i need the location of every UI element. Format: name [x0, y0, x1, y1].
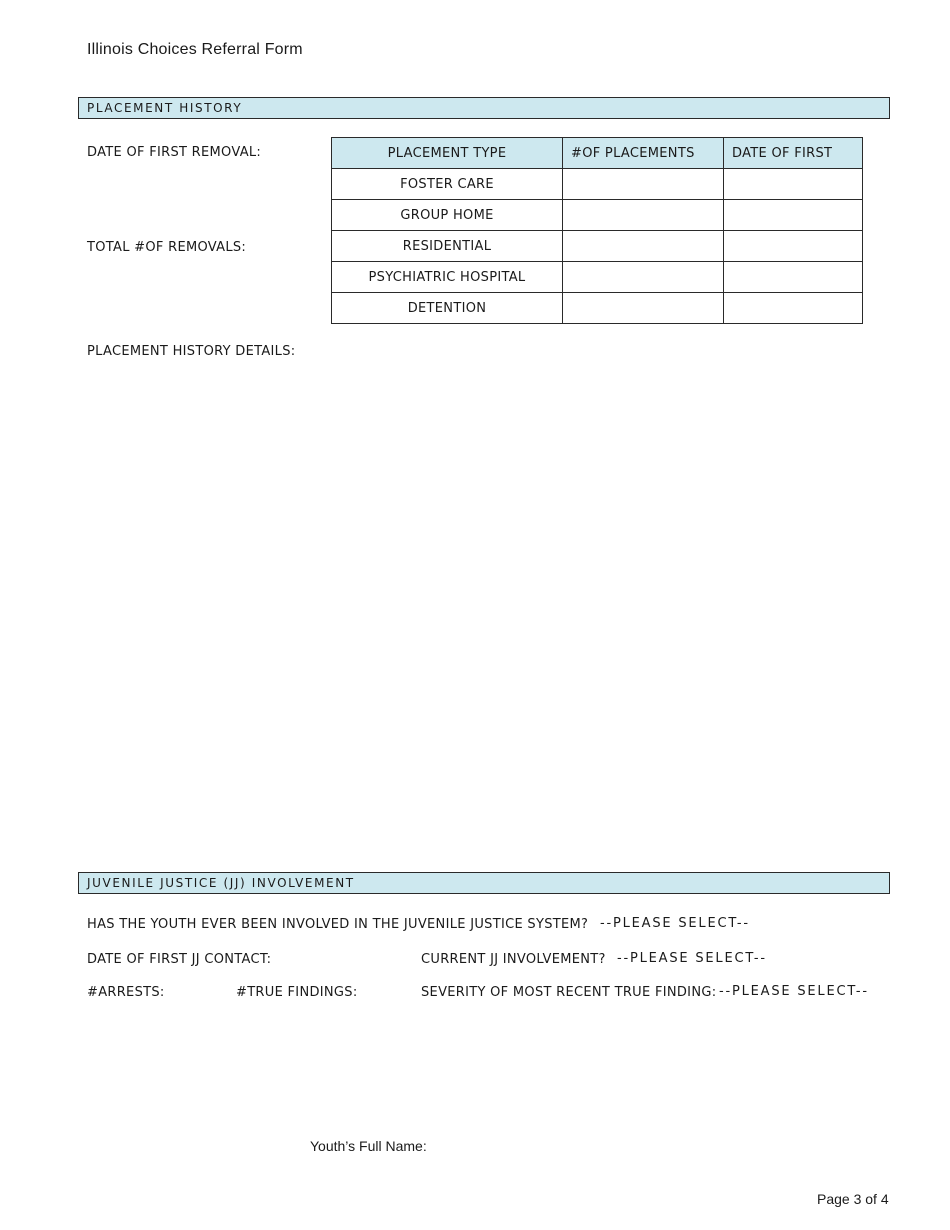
date-first-removal-label: DATE OF FIRST REMOVAL:: [87, 145, 262, 160]
placement-type-cell: GROUP HOME: [332, 200, 563, 231]
placement-type-cell: FOSTER CARE: [332, 169, 563, 200]
jj-involved-label: HAS THE YOUTH EVER BEEN INVOLVED IN THE JUVENILE JUSTICE SYSTEM?: [87, 917, 589, 932]
table-header-row: [332, 138, 863, 169]
date-of-first-field[interactable]: [724, 231, 863, 262]
num-placements-field[interactable]: [563, 293, 724, 324]
total-removals-label: TOTAL #OF REMOVALS:: [87, 240, 247, 255]
table-row: [332, 200, 863, 231]
table-row: [332, 169, 863, 200]
placement-type-cell: RESIDENTIAL: [332, 231, 563, 262]
num-placements-field[interactable]: [563, 231, 724, 262]
column-header-date-of-first: DATE OF FIRST: [724, 138, 863, 169]
true-findings-label: #TRUE FINDINGS:: [236, 985, 358, 1000]
arrests-label: #ARRESTS:: [87, 985, 165, 1000]
num-placements-field[interactable]: [563, 169, 724, 200]
num-placements-field[interactable]: [563, 200, 724, 231]
placement-type-cell: DETENTION: [332, 293, 563, 324]
youth-full-name-label: Youth’s Full Name:: [310, 1138, 427, 1154]
placement-history-details-label: PLACEMENT HISTORY DETAILS:: [87, 344, 296, 359]
date-of-first-field[interactable]: [724, 200, 863, 231]
current-jj-involvement-label: CURRENT JJ INVOLVEMENT?: [421, 952, 606, 967]
severity-select[interactable]: --PLEASE SELECT--: [719, 984, 869, 999]
placement-table: [331, 137, 863, 324]
date-of-first-field[interactable]: [724, 169, 863, 200]
date-first-jj-contact-label: DATE OF FIRST JJ CONTACT:: [87, 952, 272, 967]
document-title: Illinois Choices Referral Form: [87, 41, 303, 58]
table-row: [332, 231, 863, 262]
current-jj-involvement-select[interactable]: --PLEASE SELECT--: [617, 951, 767, 966]
date-of-first-field[interactable]: [724, 293, 863, 324]
table-row: [332, 262, 863, 293]
placement-type-cell: PSYCHIATRIC HOSPITAL: [332, 262, 563, 293]
date-of-first-field[interactable]: [724, 262, 863, 293]
juvenile-justice-header: JUVENILE JUSTICE (JJ) INVOLVEMENT: [78, 872, 890, 894]
num-placements-field[interactable]: [563, 262, 724, 293]
placement-history-header: PLACEMENT HISTORY: [78, 97, 890, 119]
column-header-placement-type: PLACEMENT TYPE: [332, 138, 563, 169]
jj-involved-select[interactable]: --PLEASE SELECT--: [600, 916, 750, 931]
page-number: Page 3 of 4: [817, 1191, 889, 1207]
column-header-num-placements: #OF PLACEMENTS: [563, 138, 724, 169]
table-row: [332, 293, 863, 324]
severity-label: SEVERITY OF MOST RECENT TRUE FINDING:: [421, 985, 717, 1000]
